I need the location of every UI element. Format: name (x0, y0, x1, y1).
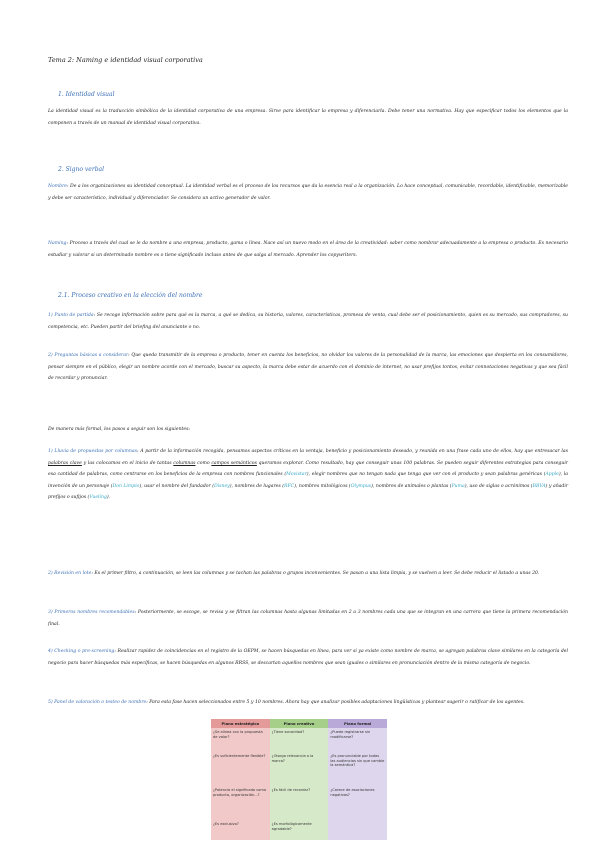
step-label-lluvia: 1) Lluvia de propuestas por columnas (48, 449, 137, 454)
step-text: queramos explorar. Como resultado, hay que conseguir unas 100 palabras. Se pueden seguir diferentes estrategias para conseguir esa cantidad de palabras, como centrarse en los beneficios de la empresa con nombres funcionales ( (48, 460, 568, 477)
step-text-preguntas-basicas: : Que queda transmitir de la empresa o producto, tener en cuenta los beneficios, no olvidar los valores de la personalidad de la marca, las emociones que despierta en los consumidores, pensar siempre en el público, elegir un nombre acorde con el mercado, buscar su aspecto, la marca debe estar de acuerdo con el dominio de internet, no usar prefijos tontos, evitar connotaciones negativas y que sea fácil de recordar y pronunciar. (48, 353, 568, 381)
example-name: Olympus (350, 483, 372, 489)
step-text: como (197, 460, 210, 466)
section-heading-proceso-creativo: 2.1. Proceso creativo en la elección del nombre (58, 292, 203, 299)
step-label-punto-de-partida: 1) Punto de partida (48, 313, 94, 318)
paragraph-primeros-nombres (48, 607, 568, 630)
table-cell: ¿Potencia el significado como producto, organización...? (211, 786, 270, 820)
term-nombre: Nombre (48, 184, 67, 189)
step-label-revision: 2) Revisión en lote (48, 571, 92, 576)
evaluation-table (211, 719, 387, 840)
step-text: ), nombres de animales o plantas ( (371, 483, 452, 489)
paragraph-checking (48, 646, 568, 669)
example-name: Don Limpio (112, 483, 140, 489)
table-cell: ¿Se alinea con la propuesta de valor? (211, 728, 270, 752)
header-plano-formal: Plano formal (328, 719, 387, 728)
step-text: ), la invención de un personaje ( (48, 472, 569, 489)
paragraph-revision-en-lote (48, 568, 568, 580)
table-row (211, 728, 387, 752)
paragraph-punto-de-partida (48, 310, 568, 333)
definition-nombre: : De a los organizaciones su identidad conceptual. La identidad verbal es el proceso de los recursos que da la esencia real a la organización. Lo hace conceptual, comunicable, recordable, identificable, memorizable y debe ser característico, individual y diferenciador. Se considera un activo generador de valor. (48, 184, 568, 201)
example-name: Movistar (286, 472, 307, 477)
step-text: ), uso de siglas o acrónimos ( (464, 483, 533, 489)
table-row (211, 752, 387, 786)
table-cell: ¿Otorga relevancia a la marca? (270, 752, 329, 786)
step-label-checking: 4) Checking o pre-screening (48, 649, 115, 654)
table-cell: ¿Es pronunciable por todas las audiencias sin que cambie la semántica? (328, 752, 387, 786)
table-cell (328, 820, 387, 840)
example-name: BBVA (532, 483, 546, 489)
example-name: Vueling (89, 495, 107, 500)
table-row (211, 820, 387, 840)
highlight-palabras-clave: palabras clave (48, 460, 82, 466)
table-cell: ¿Puede registrarse sin modificarse? (328, 728, 387, 752)
section-heading-signo-verbal: 2. Signo verbal (58, 166, 105, 173)
paragraph-method-intro: De manera más formal, los pasos a seguir son los siguientes: (48, 427, 190, 432)
step-label-primeros-nombres: 3) Primeros nombres recomendables (48, 610, 135, 615)
step-text-revision: : Es el primer filtro, a continuación, se leen las columnas y se tachan las palabras o grupos inconvenientes. Se pasan a una lista limpia, y se vuelven a leer. Se debe reducir el listado a unas 20. (91, 571, 540, 576)
definition-naming: : Proceso a través del cual se le da nombre a una empresa, producto, gama o línea. Nace así un nuevo modo en el área de la creatividad: saber como nombrar adecuadamente a la empresa o producto. Es necesario estudiar y valorar si un determinado nombre es o tiene significado incluso antes de que salga al mercado. Aprender los copywriters. (48, 241, 568, 258)
example-name: Apple (545, 472, 559, 477)
step-text: : A partir de la información recogida, pensamos aspectos críticos en la ventaja, beneficio y posicionamiento deseado, y reunida en una frase cada uno de ellos, hay que entresacar las (136, 449, 568, 454)
header-plano-creativo: Plano creativo (270, 719, 329, 728)
step-text-panel: : Para esta fase hacen seleccionados entre 5 y 10 nombres. Ahora hay que analizar posibles adaptaciones lingüísticas y plantear sugerir o ratificar de los agentes. (146, 700, 525, 705)
step-label-preguntas-basicas: 2) Preguntas básicas a considerar (48, 353, 129, 358)
header-plano-estrategico: Plano estratégico (211, 719, 270, 728)
table-header-row (211, 719, 387, 728)
paragraph-nombre (48, 181, 568, 204)
step-text-checking: : Realizar rapidez de coincidencias en el registro de la OEPM, se hacen búsquedas en línea, para ver si ya existe como nombre de marca, se agregan palabras clave similares en la categoría del negocio para hacer búsquedas más específicas, se hacen búsquedas en algunos RRSS, se descartan aquellos nombres que sean iguales o similares en pronunciación dentro de la misma categoría de negocio. (48, 649, 568, 666)
paragraph-lluvia-de-propuestas (48, 446, 568, 504)
step-text: ). (106, 495, 111, 500)
table-cell: ¿Es exclusivo? (211, 820, 270, 840)
table-row (211, 786, 387, 820)
step-text: ), usar el nombre del fundador ( (139, 483, 214, 489)
term-naming: Naming (48, 241, 67, 246)
example-name: Puma (451, 483, 465, 489)
table-cell: ¿Tiene sonoridad? (270, 728, 329, 752)
table-cell: ¿Carece de asociaciones negativas? (328, 786, 387, 820)
paragraph-panel-valoracion (48, 697, 568, 709)
step-label-panel: 5) Panel de valoración o testeo de nombre (48, 700, 147, 705)
step-text: ) y añadir prefijos o sufijos ( (48, 483, 569, 500)
step-text: ), nombres mitológicos ( (294, 483, 351, 489)
highlight-columnas: columnas (173, 460, 196, 466)
step-text: ), nombres de lugares ( (229, 483, 285, 489)
highlight-campos-semanticos: campos semánticos (211, 460, 257, 466)
step-text: y las colocamos en el inicio de tantas (83, 460, 172, 466)
paragraph-identidad-visual: La identidad visual es la traducción simbólica de la identidad corporativa de una empresa. Sirve para identificar la empresa y diferenciarla. Debe tener una normativa. Hay que especificar todos los elementos que la componen a través de un manual de identidad visual corporativa. (48, 109, 568, 126)
table-cell: ¿Es fácil de recordar? (270, 786, 329, 820)
document-title: Tema 2: Naming e identidad visual corporativa (48, 56, 203, 64)
example-name: Disney (213, 483, 230, 489)
step-text-primeros-nombres: : Posteriormente, se escoge, se revisa y se filtran las columnas hasta algunas limitadas en 2 a 3 nombres cada una que se integran en una carrera que tiene la primera recomendación final. (48, 610, 568, 627)
section-heading-identidad-visual: 1. Identidad visual (58, 91, 115, 98)
paragraph-naming (48, 238, 568, 261)
table-cell: ¿Es morfológicamente agradable? (270, 820, 329, 840)
step-text: ), elegir nombres que no tengan nada que tenga que ver con el producto y sean palabras genéricas ( (306, 472, 546, 477)
table-cell: ¿Es suficientemente flexible? (211, 752, 270, 786)
step-text-punto-de-partida: : Se recoge información sobre para qué es la marca, a qué se dedica, su historia, valores, características, promesa de venta, cual debe ser el posicionamiento, quien es su mercado, sus compradores, su competencia, etc. Pueden partir del briefing del anunciante o no. (48, 313, 568, 330)
paragraph-preguntas-basicas (48, 350, 568, 385)
example-name: RFC (284, 483, 295, 489)
